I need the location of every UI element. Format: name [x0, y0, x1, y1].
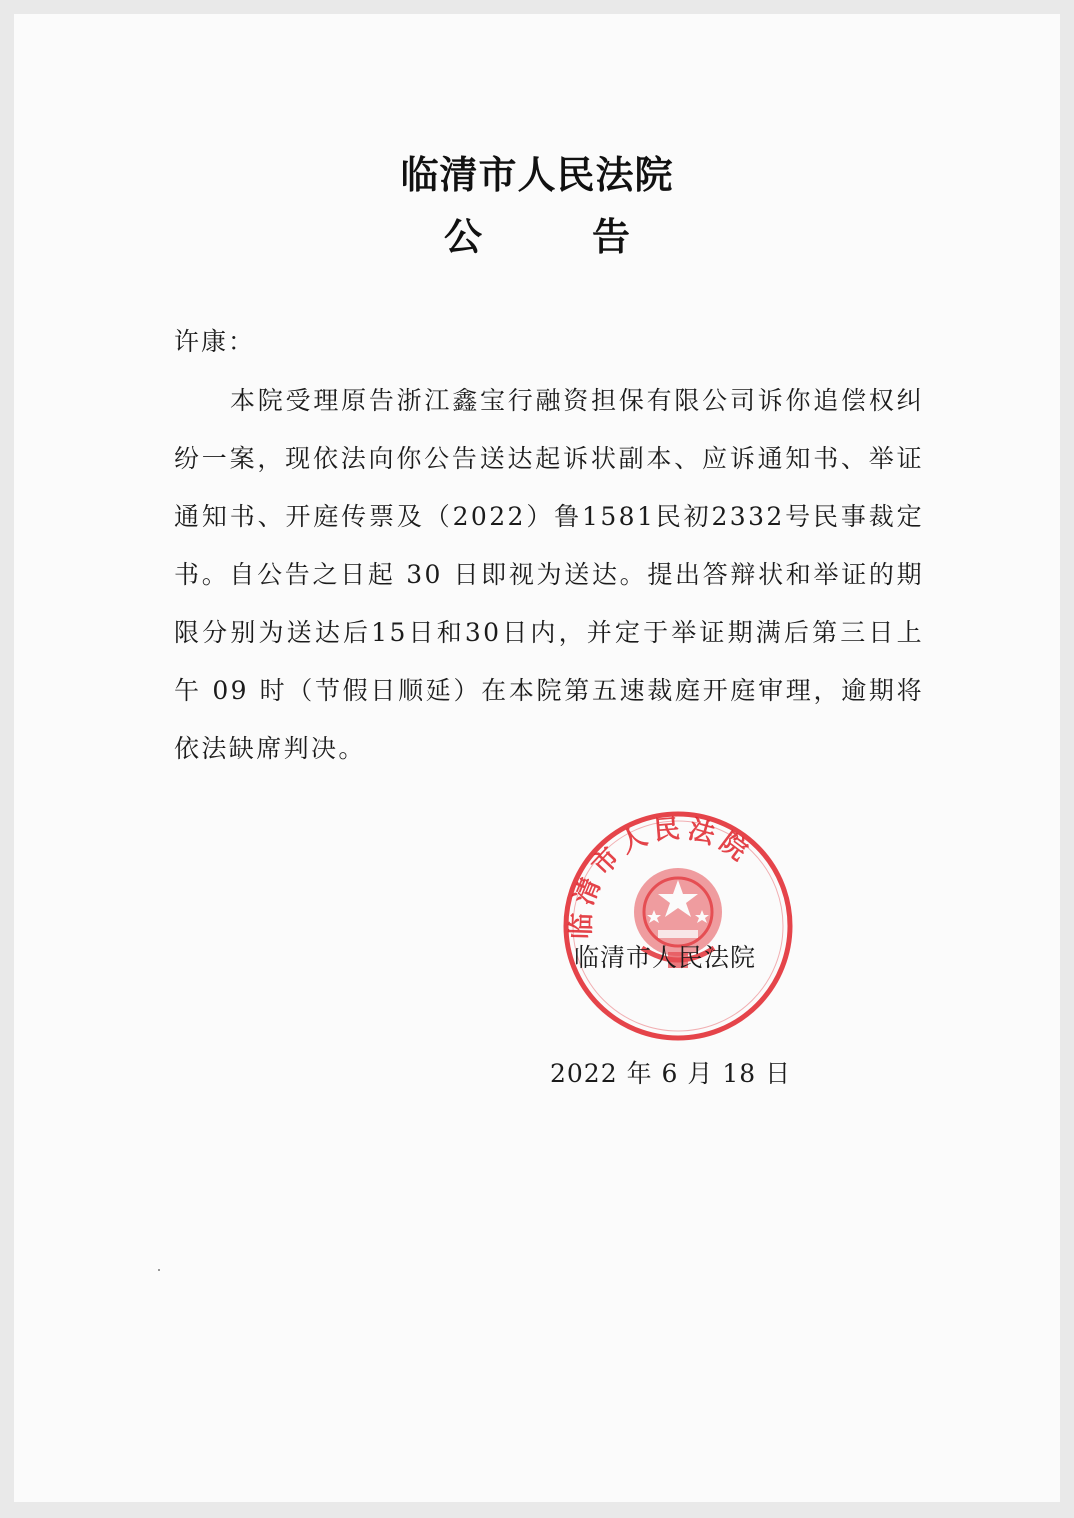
court-seal-stamp: [554, 802, 802, 1050]
notice-heading: 公告: [443, 215, 740, 259]
seal-text: 临清市人民法院: [566, 813, 758, 940]
addressee: 许康：: [174, 327, 256, 356]
signature-court-name: 临清市人民法院: [574, 943, 757, 972]
notice-page: [14, 14, 1060, 1502]
court-title: 临清市人民法院: [400, 153, 674, 197]
scan-speck: [158, 1269, 160, 1271]
notice-date: 2022 年 6 月 18 日: [550, 1059, 792, 1088]
notice-body: 本院受理原告浙江鑫宝行融资担保有限公司诉你追偿权纠纷一案，现依法向你公告送达起诉状副本、应诉通知书、举证通知书、开庭传票及（2022）鲁1581民初2332号民事裁定书。自公告之日起 30 日即视为送达。提出答辩状和举证的期限分别为送达后15日和30日内，并定于举证期满后第三日上午 09 时（节假日顺延）在本院第五速裁庭开庭审理，逾期将依法缺席判决。: [174, 386, 924, 763]
